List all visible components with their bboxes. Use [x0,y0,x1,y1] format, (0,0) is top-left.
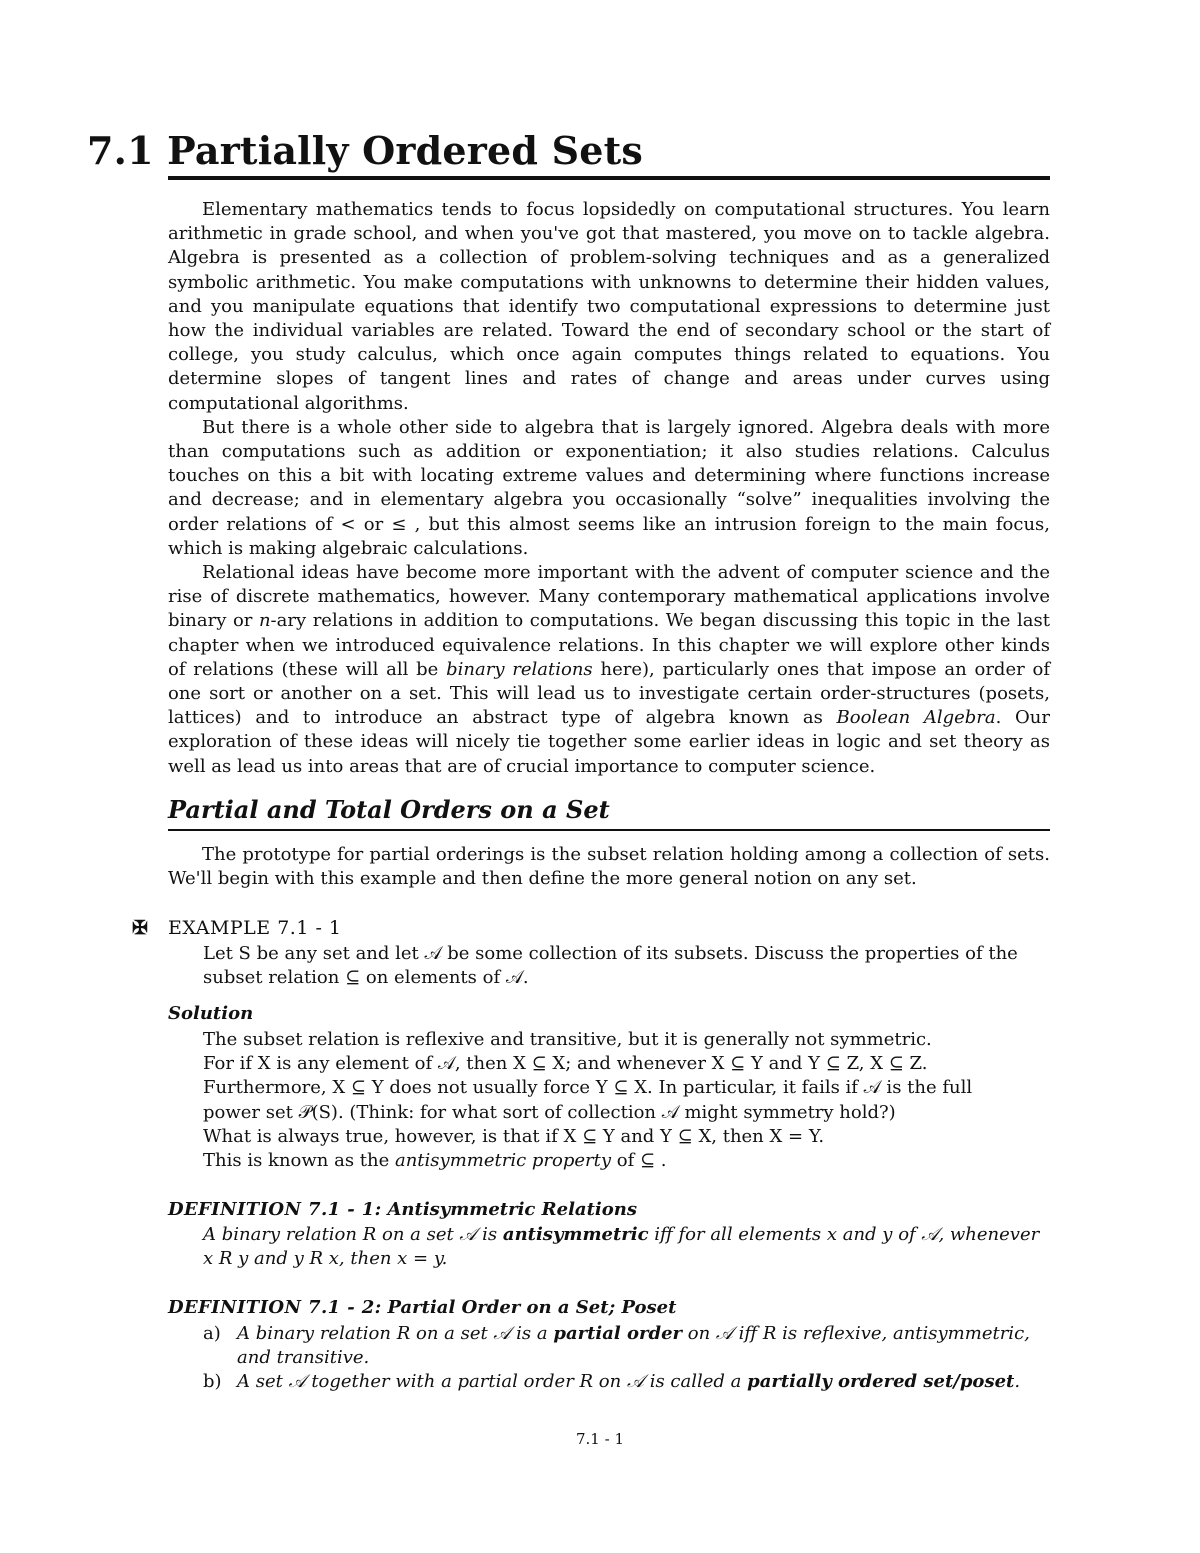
emphasis-binary-relations: binary relations [446,658,593,680]
list-item: a) A binary relation R on a set 𝒜 is a partial order on 𝒜 iff R is reflexive, antisymmetric, and transitive. [203,1323,1030,1369]
emphasis-boolean-algebra: Boolean Algebra [836,707,996,729]
term-partial-order: partial order [553,1323,683,1344]
chapter-title-rule [168,176,1050,180]
definition-2-list [203,1322,1050,1395]
intro-text [168,198,1050,779]
page-number: 7.1 - 1 [575,1430,624,1448]
example-heading [132,917,342,939]
intro-paragraph-3: Relational ideas have become more important with the advent of computer science and the rise of discrete mathematics, however. Many contemporary mathematical applications involve binary or n-ary relations in addition to computations. We began discussing this topic in the last chapter when we introduced equivalence relations. In this chapter we will explore other kinds of relations (these will all be binary relations here), particularly ones that impose an order of one sort or another on a set. This will lead us to investigate certain order-structures (posets, lattices) and to introduce an abstract type of algebra known as Boolean Algebra. Our exploration of these ideas will nicely tie together some earlier ideas in logic and set theory as well as lead us into areas that are of crucial importance to computer science. [168,562,1050,777]
section-lead: The prototype for partial orderings is the subset relation holding among a collection of sets. We'll begin with this example and then define the more general notion on any set. [168,844,1050,890]
chapter-title: 7.1 Partially Ordered Sets [87,128,643,173]
intro-paragraph-1: Elementary mathematics tends to focus lopsidedly on computational structures. You learn arithmetic in grade school, and when you've got that mastered, you move on to tackle algebra. Algebra is presented as a collection of problem-solving techniques and as a generalized symbolic arithmetic. You make computations with unknowns to determine their hidden values, and you manipulate equations that identify two computational expressions to determine just how the individual variables are related. Toward the end of secondary school or the start of college, you study calculus, which once again computes things related to equations. You determine slopes of tangent lines and rates of change and areas under curves using computational algorithms. [168,199,1050,414]
section-heading: Partial and Total Orders on a Set [168,795,610,824]
section-heading-rule [168,829,1050,831]
list-item: b) A set 𝒜 together with a partial order R on 𝒜 is called a partially ordered set/poset. [203,1371,1021,1393]
example-statement: Let S be any set and let 𝒜 be some collection of its subsets. Discuss the properties of the subset relation ⊆ on elements of 𝒜. [203,943,1018,989]
intro-paragraph-2: But there is a whole other side to algebra that is largely ignored. Algebra deals with more than computations such as addition or exponentiation; it also studies relations. Calculus touches on this a bit with locating extreme values and determining where functions increase and decrease; and in elementary algebra you occasionally “solve” inequalities involving the order relations of < or ≤ , but this almost seems like an intrusion foreign to the main focus, which is making algebraic calculations. [168,416,1050,559]
term-antisymmetric: antisymmetric [502,1224,649,1245]
solution-body: The subset relation is reflexive and transitive, but it is generally not symmetric. For if X is any element of 𝒜, then X ⊆ X; and whenever X ⊆ Y and Y ⊆ Z, X ⊆ Z. Furthermore, X ⊆ Y does not usually force Y ⊆ X. In particular, it fails if 𝒜 is the full power set 𝒫(S). (Think: for what sort of collection 𝒜 might symmetry hold?) What is always true, however, is that if X ⊆ Y and Y ⊆ X, then X = Y. This is known as the antisymmetric property of ⊆ . [203,1029,973,1172]
solution-heading: Solution [168,1003,254,1024]
term-poset: partially ordered set/poset [747,1371,1015,1393]
example-title: EXAMPLE 7.1 - 1 [168,917,342,939]
definition-1-body: A binary relation R on a set 𝒜 is antisymmetric iff for all elements x and y of 𝒜, whenever x R y and y R x, then x = y. [203,1224,1040,1270]
maltese-cross-icon: ✠ [132,917,148,939]
emphasis-antisymmetric-property: antisymmetric property [394,1150,612,1172]
definition-1-heading: DEFINITION 7.1 - 1: Antisymmetric Relations [168,1199,637,1220]
definition-2-heading: DEFINITION 7.1 - 2: Partial Order on a Set; Poset [168,1297,677,1318]
